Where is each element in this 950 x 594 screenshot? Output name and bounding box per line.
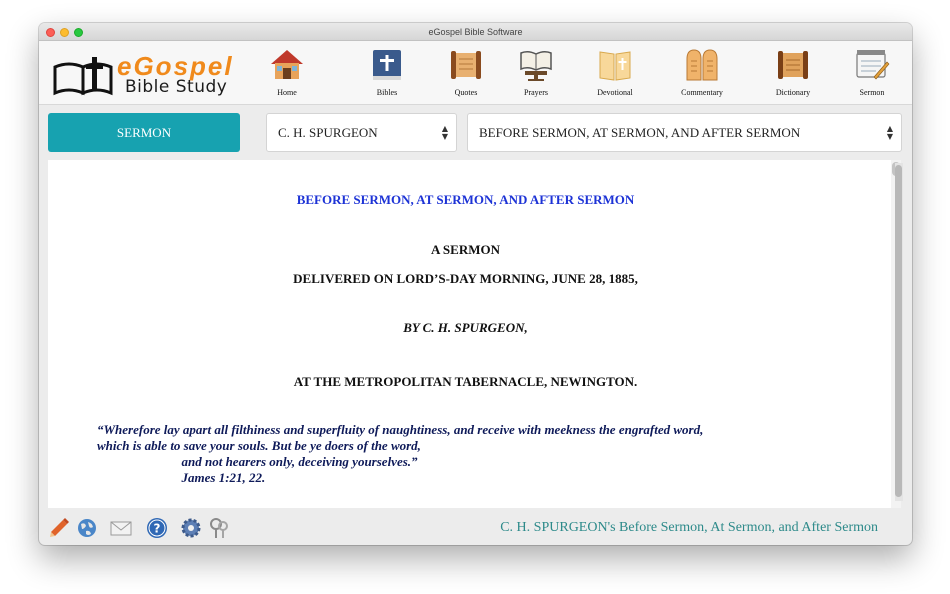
scroll-icon xyxy=(448,47,484,83)
logo-text-egospel: eGospel xyxy=(117,51,234,81)
title-bar xyxy=(39,23,912,41)
outer-scrollbar-thumb[interactable] xyxy=(895,165,902,497)
toolbar-quotes-label: Quotes xyxy=(454,88,478,97)
toolbar-prayers[interactable] xyxy=(501,47,571,101)
app-window xyxy=(39,23,912,545)
toolbar-bibles-label: Bibles xyxy=(376,88,398,97)
toolbar-prayers-label: Prayers xyxy=(524,88,548,97)
toolbar-dictionary[interactable] xyxy=(758,47,828,101)
sermon-byline: BY C. H. SPURGEON, xyxy=(403,320,528,335)
dictionary-scroll-icon xyxy=(775,47,811,83)
sermon-heading: BEFORE SERMON, AT SERMON, AND AFTER SERMON xyxy=(296,192,635,207)
help-icon[interactable] xyxy=(146,517,168,539)
toolbar xyxy=(39,41,912,105)
toolbar-sermon[interactable] xyxy=(837,47,907,101)
select-arrows-icon: ▲ ▼ xyxy=(886,124,893,141)
maximize-window-button[interactable] xyxy=(74,28,83,37)
sermon-mode-button[interactable]: SERMON xyxy=(48,113,240,152)
window-title: eGospel Bible Software xyxy=(428,27,523,37)
logo-text-bible-study: Bible Study xyxy=(125,77,228,97)
toolbar-dictionary-label: Dictionary xyxy=(775,88,811,97)
toolbar-commentary-label: Commentary xyxy=(681,88,723,97)
pencil-icon[interactable] xyxy=(48,517,70,539)
sermon-subheading: A SERMON xyxy=(431,242,500,257)
notepad-icon xyxy=(854,47,890,83)
select-arrows-icon: ▲ ▼ xyxy=(441,124,448,141)
svg-text:?: ? xyxy=(153,521,161,536)
close-window-button[interactable] xyxy=(46,28,55,37)
tablets-icon xyxy=(684,47,720,83)
app-logo xyxy=(51,47,241,99)
bible-icon xyxy=(369,47,405,83)
footer-bar xyxy=(39,510,912,545)
toolbar-devotional-label: Devotional xyxy=(597,88,633,97)
sermon-delivery-date: DELIVERED ON LORD’S-DAY MORNING, JUNE 28, 1885, xyxy=(293,271,638,286)
prayer-icon xyxy=(518,47,554,83)
scripture-quote: “Wherefore lay apart all filthiness and superfluity of naughtiness, and receive with meekness the engrafted word, which is able to save your souls. But be ye doers of the word, and not hearers only, deceiving yourselves.” James 1:21, 22. xyxy=(97,422,704,485)
settings-icon[interactable] xyxy=(180,517,202,539)
toolbar-commentary[interactable] xyxy=(667,47,737,101)
sermon-title-select[interactable] xyxy=(467,113,902,152)
home-icon xyxy=(269,47,305,83)
toolbar-home[interactable] xyxy=(252,47,322,101)
toolbar-sermon-label: Sermon xyxy=(859,88,885,97)
minimize-window-button[interactable] xyxy=(60,28,69,37)
toolbar-bibles[interactable] xyxy=(352,47,422,101)
toolbar-quotes[interactable] xyxy=(431,47,501,101)
status-text: C. H. SPURGEON's Before Sermon, At Sermon, and After Sermon xyxy=(500,520,878,535)
devotional-icon xyxy=(597,47,633,83)
toolbar-devotional[interactable] xyxy=(580,47,650,101)
sermon-title-select-value: BEFORE SERMON, AT SERMON, AND AFTER SERMON xyxy=(479,125,801,140)
mail-icon[interactable] xyxy=(110,517,132,539)
globe-icon[interactable] xyxy=(76,517,98,539)
sermon-content-pane[interactable] xyxy=(48,160,901,508)
author-select[interactable] xyxy=(266,113,457,152)
toolbar-home-label: Home xyxy=(277,88,297,97)
author-select-value: C. H. SPURGEON xyxy=(278,125,378,140)
keys-icon[interactable] xyxy=(208,517,230,539)
sermon-location: AT THE METROPOLITAN TABERNACLE, NEWINGTON. xyxy=(293,374,638,389)
bible-cross-logo-icon xyxy=(51,49,117,99)
